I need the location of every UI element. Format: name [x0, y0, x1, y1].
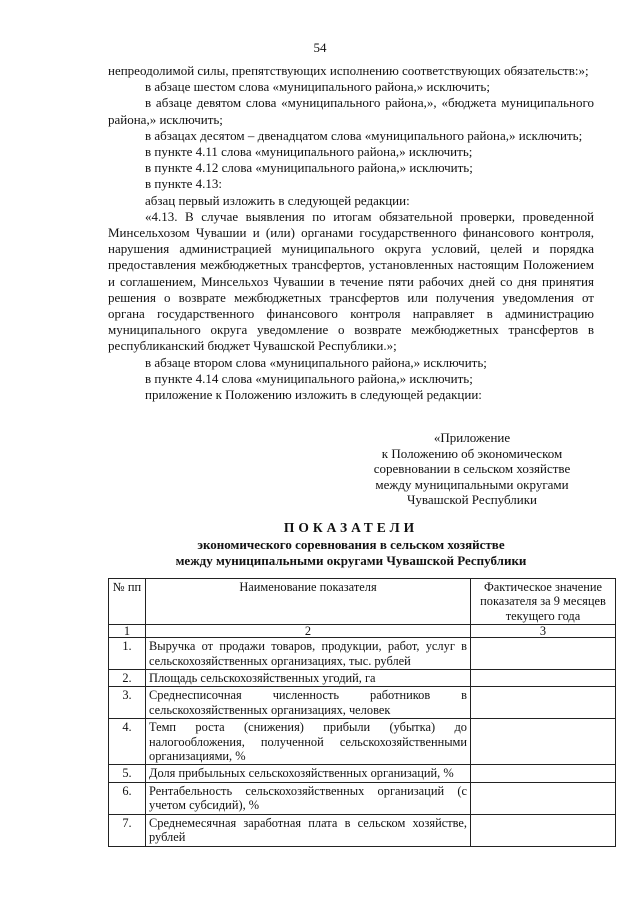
appendix-line: к Положению об экономическом — [381, 445, 563, 461]
row-indicator-name: Темп роста (снижения) прибыли (убытка) до налогообложения, полученной сельскохозяйственными организациями, % — [146, 719, 471, 765]
row-number: 1. — [109, 638, 146, 670]
paragraph: в абзаце девятом слова «муниципального района,», «бюджета муниципального района,» исключить; — [108, 95, 594, 127]
row-indicator-name: Доля прибыльных сельскохозяйственных организаций, % — [146, 765, 471, 782]
column-index-row — [109, 625, 616, 638]
row-indicator-name: Среднесписочная численность работников в сельскохозяйственных организациях, человек — [146, 687, 471, 719]
row-indicator-name: Выручка от продажи товаров, продукции, работ, услуг в сельскохозяйственных организациях, тыс. рублей — [146, 638, 471, 670]
table-row — [109, 687, 616, 719]
paragraph: в пункте 4.12 слова «муниципального района,» исключить; — [145, 160, 473, 176]
paragraph: в абзаце втором слова «муниципального района,» исключить; — [145, 354, 487, 370]
title-main: ПОКАЗАТЕЛИ — [283, 520, 419, 535]
row-number: 4. — [109, 719, 146, 765]
paragraph: в пункте 4.14 слова «муниципального района,» исключить; — [145, 370, 473, 386]
table-row — [109, 638, 616, 670]
row-number: 7. — [109, 814, 146, 846]
appendix-line: между муниципальными округами — [375, 476, 569, 492]
paragraph: в абзацах десятом – двенадцатом слова «муниципального района,» исключить; — [145, 127, 583, 143]
table-row — [109, 782, 616, 814]
row-value — [471, 814, 616, 846]
appendix-line: соревновании в сельском хозяйстве — [373, 461, 571, 476]
document-body — [108, 63, 594, 403]
paragraph: непреодолимой силы, препятствующих исполнению соответствующих обязательств:»; — [108, 63, 589, 78]
table-title — [108, 520, 594, 570]
page-number: 54 — [313, 40, 327, 55]
paragraph: абзац первый изложить в следующей редакции: — [145, 192, 410, 208]
column-index: 3 — [471, 625, 616, 638]
indicators-table — [108, 578, 616, 847]
appendix-line: Чувашской Республики — [406, 492, 538, 507]
appendix-line: «Приложение — [433, 430, 511, 445]
appendix-caption — [340, 430, 604, 508]
row-number: 2. — [109, 670, 146, 687]
quoted-paragraph: «4.13. В случае выявления по итогам обязательной проверки, проведенной Минсельхозом Чувашии и (или) органами государственного финансового контроля, нарушения администрацией муниципального округа условий, целей и порядка предоставления межбюджетных трансфертов, установленных настоящим Положением и соглашением, Минсельхоз Чувашии в течение пяти рабочих дней со дня принятия решения о возврате межбюджетных трансфертов или получения уведомления от органа государственного финансового контроля направляет в администрацию муниципального округа уведомление о возврате межбюджетных трансфертов в республиканский бюджет Чувашской Республики.»; — [108, 208, 594, 354]
table-row — [109, 814, 616, 846]
title-subline: экономического соревнования в сельском хозяйстве — [197, 536, 505, 552]
row-indicator-name: Площадь сельскохозяйственных угодий, га — [146, 670, 471, 687]
row-number: 3. — [109, 687, 146, 719]
column-index: 1 — [109, 625, 146, 638]
row-value — [471, 765, 616, 782]
header-name: Наименование показателя — [146, 579, 471, 625]
header-value: Фактическое значение показателя за 9 месяцев текущего года — [471, 579, 616, 625]
row-value — [471, 782, 616, 814]
paragraph: в абзаце шестом слова «муниципального района,» исключить; — [145, 79, 490, 95]
paragraph: приложение к Положению изложить в следующей редакции: — [145, 387, 482, 403]
table-row — [109, 670, 616, 687]
title-subline: между муниципальными округами Чувашской Республики — [175, 553, 527, 568]
column-index: 2 — [146, 625, 471, 638]
row-number: 5. — [109, 765, 146, 782]
row-value — [471, 687, 616, 719]
table-header-row — [109, 579, 616, 625]
paragraph: в пункте 4.13: — [145, 176, 223, 192]
row-value — [471, 670, 616, 687]
indicators-table-wrapper — [108, 578, 606, 847]
row-indicator-name: Среднемесячная заработная плата в сельском хозяйстве, рублей — [146, 814, 471, 846]
paragraph: в пункте 4.11 слова «муниципального района,» исключить; — [145, 144, 473, 160]
table-row — [109, 765, 616, 782]
row-number: 6. — [109, 782, 146, 814]
row-value — [471, 638, 616, 670]
row-value — [471, 719, 616, 765]
table-row — [109, 719, 616, 765]
row-indicator-name: Рентабельность сельскохозяйственных организаций (с учетом субсидий), % — [146, 782, 471, 814]
header-num: № пп — [109, 579, 146, 625]
